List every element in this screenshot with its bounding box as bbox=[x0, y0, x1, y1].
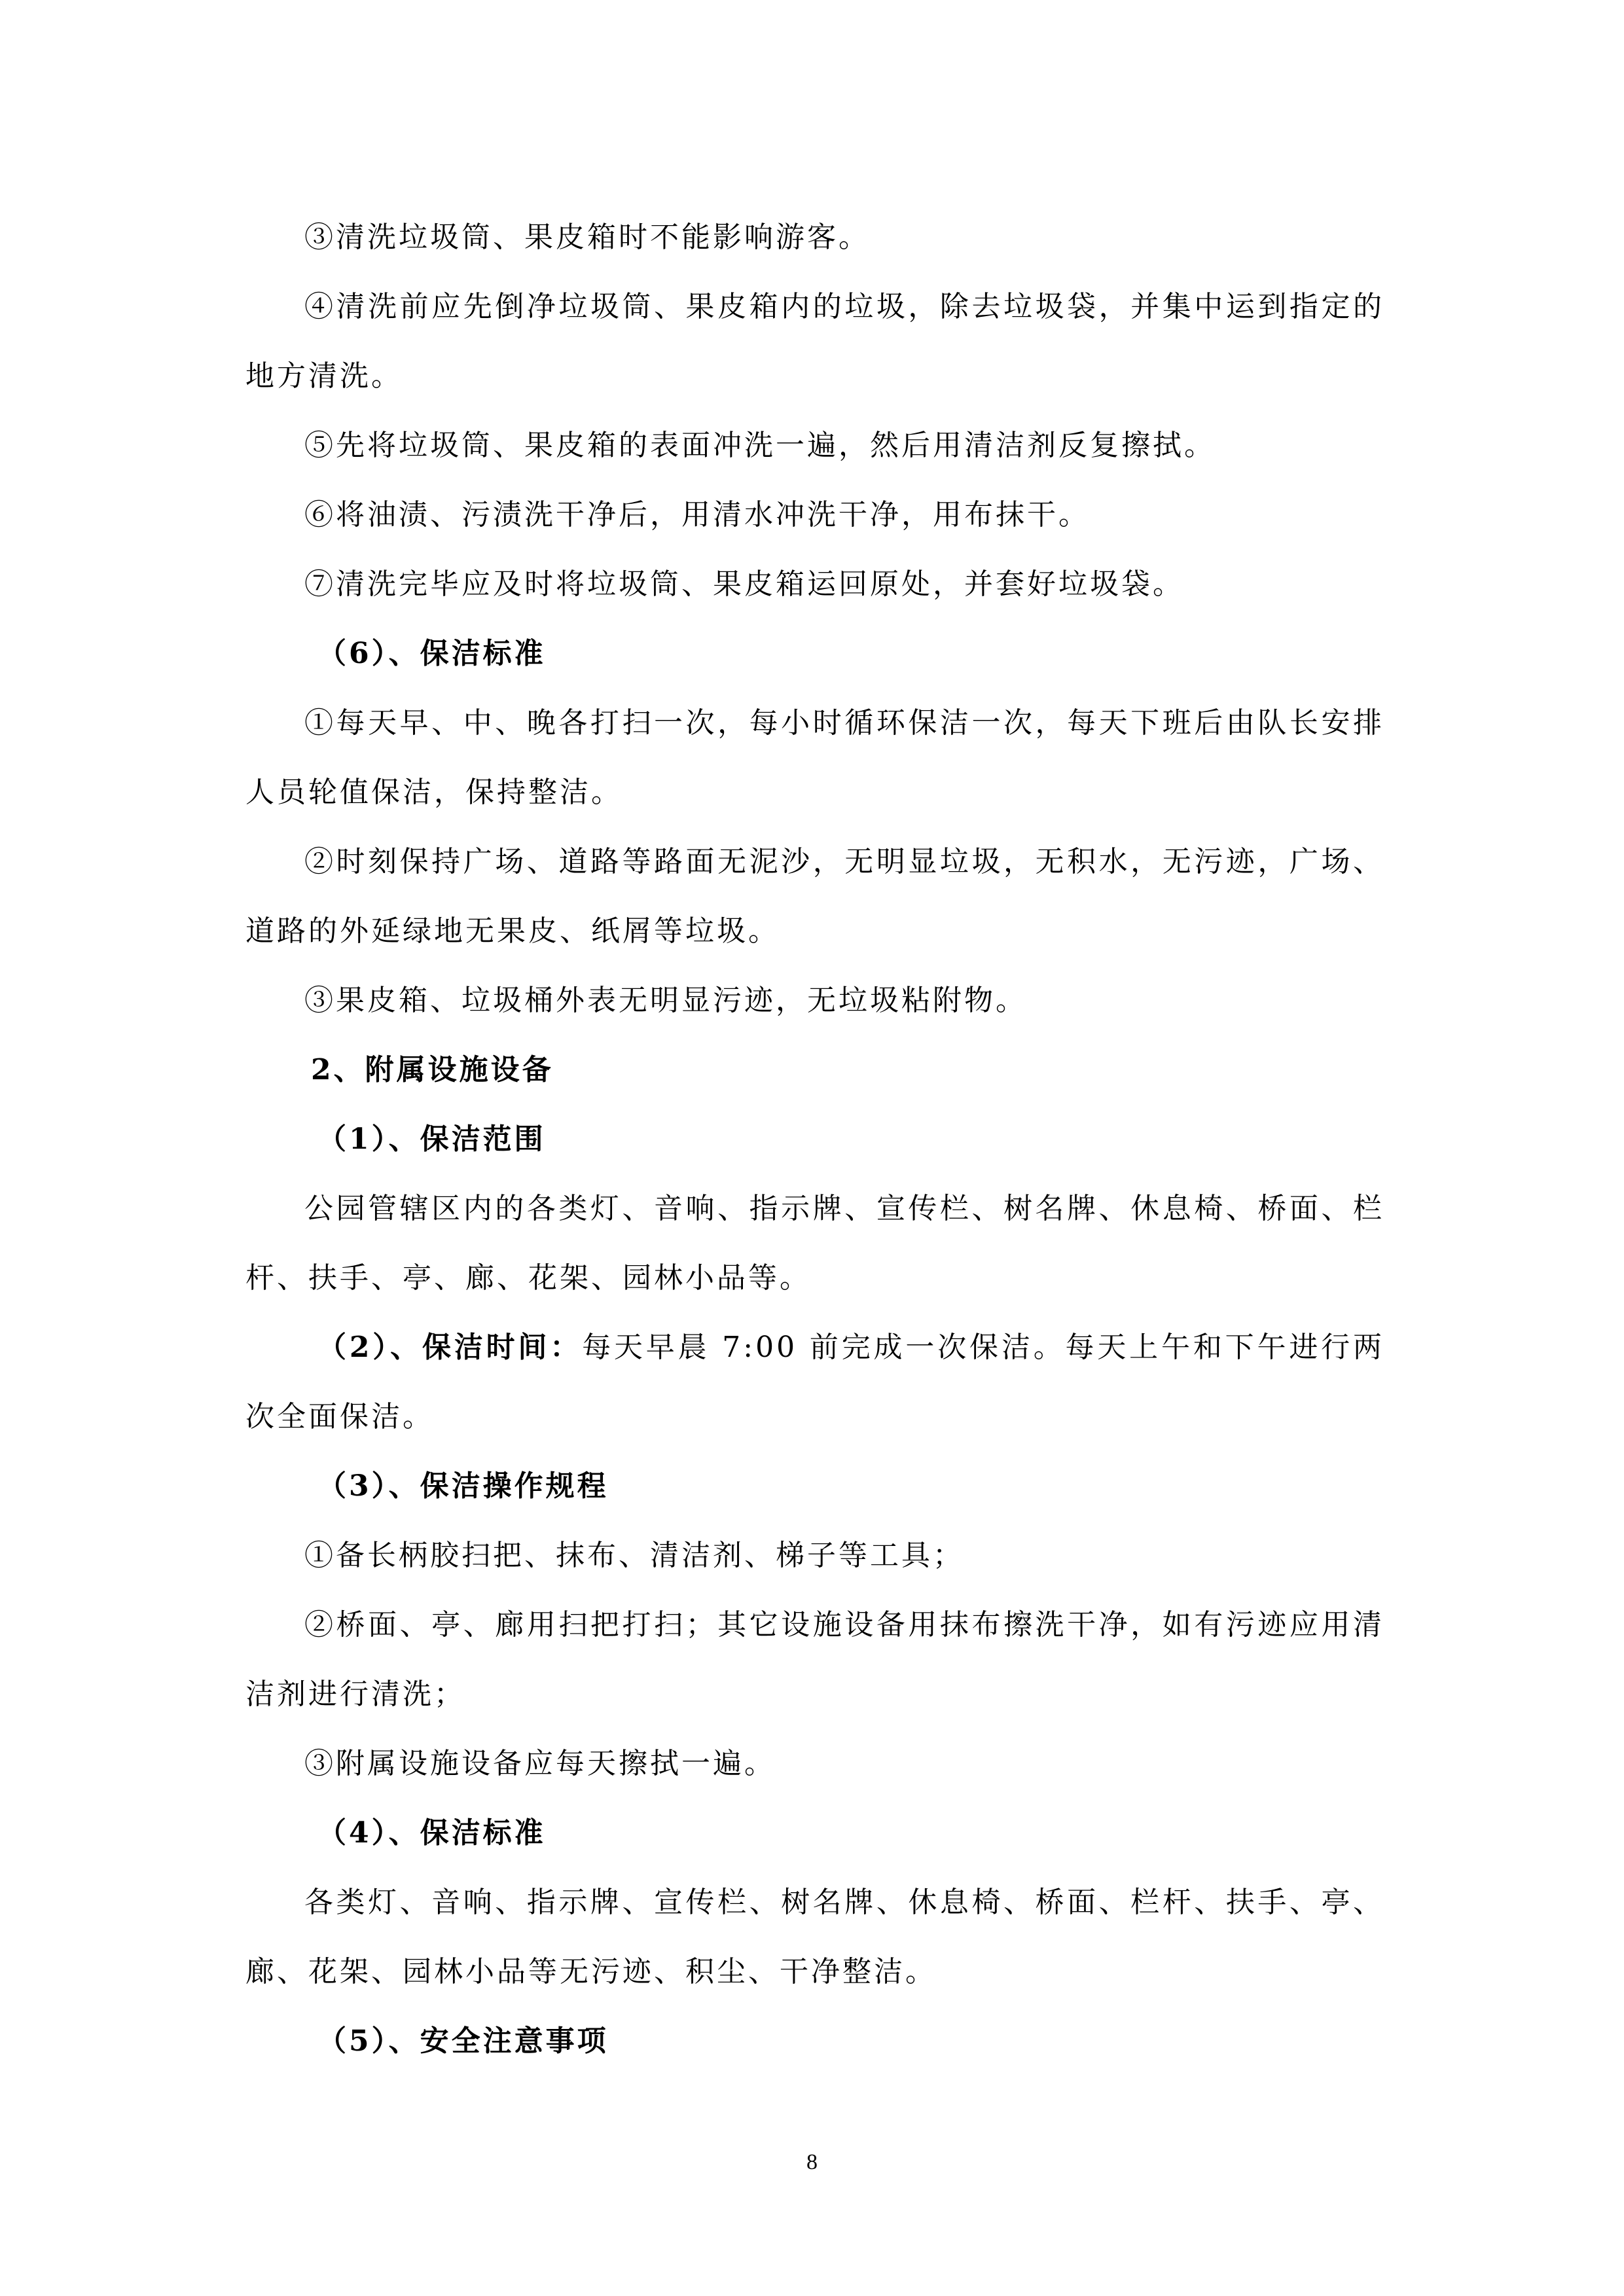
paragraph-daily-wipe: ③附属设施设备应每天擦拭一遍。 bbox=[304, 1747, 776, 1780]
heading-facility-standard: （4）、保洁标准 bbox=[317, 1816, 546, 1850]
paragraph-rinse-surface: ⑤先将垃圾筒、果皮箱的表面冲洗一遍，然后用清洁剂反复擦拭。 bbox=[304, 429, 1216, 462]
cleaning-time-text: 每天早晨 7:00 前完成一次保洁。每天上午和下午进行两次全面保洁。 bbox=[245, 1331, 1385, 1433]
paragraph-cleaning-time bbox=[245, 1313, 1384, 1452]
paragraph-cleaning-scope: 公园管辖区内的各类灯、音响、指示牌、宣传栏、树名牌、休息椅、桥面、栏杆、扶手、亭、廊、花架、园林小品等。 bbox=[245, 1192, 1384, 1295]
paragraph-remove-stains: ⑥将油渍、污渍洗干净后，用清水冲洗干净，用布抹干。 bbox=[304, 498, 1090, 531]
paragraph-bridge-pavilion: ②桥面、亭、廊用扫把打扫；其它设施设备用抹布擦洗干净，如有污迹应用清洁剂进行清洗； bbox=[245, 1608, 1384, 1711]
heading-safety-notes: （5）、安全注意事项 bbox=[317, 2024, 609, 2058]
paragraph-road-condition: ②时刻保持广场、道路等路面无泥沙，无明显垃圾，无积水，无污迹，广场、道路的外延绿地无果皮、纸屑等垃圾。 bbox=[245, 845, 1384, 948]
paragraph-tools: ①备长柄胶扫把、抹布、清洁剂、梯子等工具； bbox=[304, 1539, 964, 1572]
heading-operation-procedure: （3）、保洁操作规程 bbox=[317, 1469, 609, 1503]
heading-section-facilities: 2、附属设施设备 bbox=[311, 1053, 554, 1086]
paragraph-bin-exterior: ③果皮箱、垃圾桶外表无明显污迹，无垃圾粘附物。 bbox=[304, 984, 1027, 1017]
heading-cleaning-scope: （1）、保洁范围 bbox=[317, 1122, 546, 1156]
paragraph-return-bins: ⑦清洗完毕应及时将垃圾筒、果皮箱运回原处，并套好垃圾袋。 bbox=[304, 567, 1184, 601]
paragraph-daily-sweeping: ①每天早、中、晚各打扫一次，每小时循环保洁一次，每天下班后由队长安排人员轮值保洁，保持整洁。 bbox=[245, 706, 1384, 809]
heading-cleaning-standard: （6）、保洁标准 bbox=[317, 637, 546, 670]
paragraph-empty-before-wash: ④清洗前应先倒净垃圾筒、果皮箱内的垃圾，除去垃圾袋，并集中运到指定的地方清洗。 bbox=[245, 290, 1384, 393]
page-content bbox=[245, 203, 1384, 2076]
paragraph-cleaning-no-disturb: ③清洗垃圾筒、果皮箱时不能影响游客。 bbox=[304, 221, 870, 254]
paragraph-facility-standard: 各类灯、音响、指示牌、宣传栏、树名牌、休息椅、桥面、栏杆、扶手、亭、廊、花架、园林小品等无污迹、积尘、干净整洁。 bbox=[245, 1886, 1384, 1988]
heading-cleaning-time: （2）、保洁时间： bbox=[317, 1331, 583, 1364]
page-number: 8 bbox=[806, 2150, 818, 2174]
